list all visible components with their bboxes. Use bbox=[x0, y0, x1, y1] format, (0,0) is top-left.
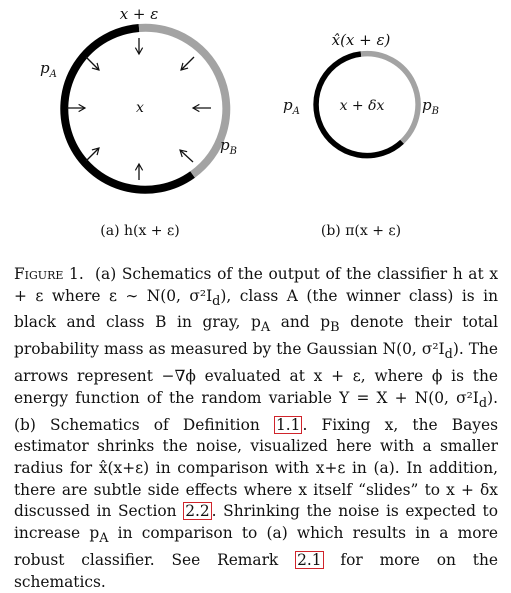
panel-a-caption: (a) h(x + ε) bbox=[100, 223, 180, 239]
caption-paragraph: Figure 1. (a) Schematics of the output of the classifier h at x + ε where ε ∼ N(0, $\sigma^2I_d$), class A (the winner class) is in black and class B in gray, $p_A$ and $p_B$ denote their total probability mass as measured by the Gaussian N(0, $\sigma^2I_d$). The arrows represent −∇ϕ evaluated at x + ε, where ϕ is the energy function of the random variable Y = X + N(0, $\sigma^2I_d$). (b) Schematics of Definition 1.1 . Fixing x, the Bayes estimator shrinks the noise, visualized here with a smaller radius for x̂(x+ε) in comparison with x+ε in (a). In addition, there are subtle side effects where x itself “slides” to x + δx discussed in Section 2.2 . Shrinking the noise is expected to increase $p_A$ in comparison to (a) which results in a more robust classifier. See Remark 2.1 for more on the schematics. bbox=[14, 265, 499, 591]
arrow-bottom-right bbox=[180, 150, 193, 162]
caption-lead: Figure 1. bbox=[14, 265, 84, 283]
panel-b-center-label: x + δx bbox=[339, 98, 385, 114]
panel-a-top-label: x + ε bbox=[119, 5, 159, 23]
panel-a-circle bbox=[64, 28, 226, 190]
panel-b-pb-label: $p_B$ bbox=[422, 96, 439, 117]
panel-b-pa-label: $p_A$ bbox=[283, 96, 300, 117]
panel-b-top-label: x̂(x + ε) bbox=[331, 31, 391, 49]
figure-caption bbox=[14, 264, 498, 593]
panel-a-black-arc bbox=[64, 28, 192, 190]
panel-a-center-label: x bbox=[136, 100, 144, 116]
arrow-top-right bbox=[181, 57, 194, 70]
panel-b-caption: (b) π(x + ε) bbox=[320, 223, 402, 239]
panel-a-pa-label: $p_A$ bbox=[40, 59, 57, 80]
figure-schematics bbox=[0, 0, 511, 250]
panel-a-pb-label: $p_B$ bbox=[220, 136, 237, 157]
ref-definition-1-1[interactable]: 1.1 bbox=[275, 415, 301, 434]
ref-section-2-2[interactable]: 2.2 bbox=[185, 502, 210, 521]
arrow-top-left bbox=[86, 57, 99, 70]
arrow-bottom-left bbox=[86, 148, 99, 161]
ref-remark-2-1[interactable]: 2.1 bbox=[297, 550, 322, 569]
